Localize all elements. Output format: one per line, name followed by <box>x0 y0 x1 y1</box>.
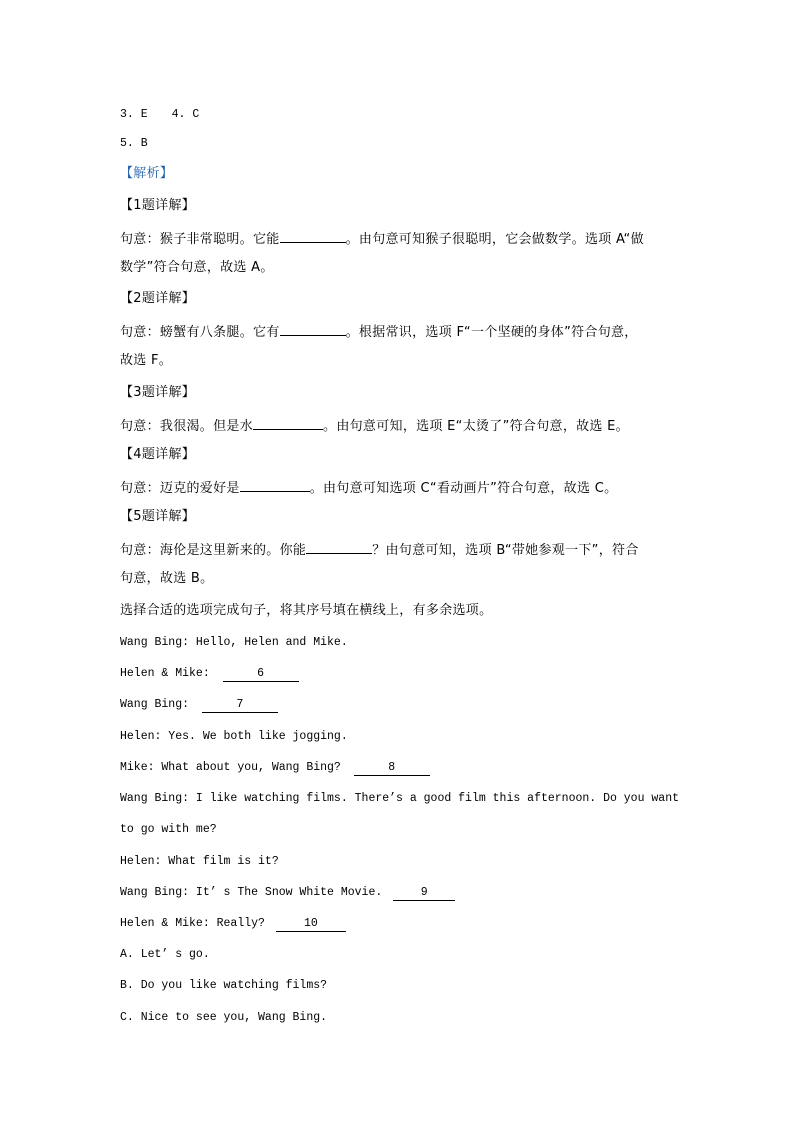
q5-heading: 【5题详解】 <box>120 509 196 524</box>
q3-text-after: 。由句意可知，选项 E“太烫了”符合句意，故选 E。 <box>323 419 629 434</box>
q5-blank <box>306 540 372 554</box>
q5-explanation <box>120 540 639 559</box>
q2-text-after: 。根据常识，选项 F“一个坚硬的身体”符合句意， <box>345 325 638 340</box>
section-instruction: 选择合适的选项完成句子，将其序号填在横线上，有多余选项。 <box>120 603 493 618</box>
q3-explanation <box>120 416 629 435</box>
q4-explanation <box>120 478 617 497</box>
answer-3: 3. E <box>120 108 148 121</box>
dialogue-line-2 <box>120 666 299 682</box>
q1-text-after: 。由句意可知猴子很聪明，它会做数学。选项 A“做 <box>345 232 644 247</box>
answers-row-3-4 <box>120 105 199 123</box>
dialogue-speaker-2: Helen & Mike: <box>120 667 210 680</box>
dialogue-speaker-3: Wang Bing: <box>120 698 190 711</box>
q4-heading: 【4题详解】 <box>120 447 196 462</box>
q3-blank <box>253 416 323 430</box>
q1-text-before: 句意：猴子非常聪明。它能 <box>120 232 280 247</box>
q4-blank <box>240 478 310 492</box>
q2-blank <box>280 322 346 336</box>
dialogue-line-9 <box>120 885 455 901</box>
analysis-heading: 【解析】 <box>120 166 174 181</box>
dialogue-line-5 <box>120 760 430 776</box>
q5-text-before: 句意：海伦是这里新来的。你能 <box>120 543 307 558</box>
q5-text-after: ？由句意可知，选项 B“带她参观一下”，符合 <box>372 543 639 558</box>
blank-6: 6 <box>223 667 299 682</box>
q2-explanation-cont: 故选 F。 <box>120 353 173 368</box>
q3-heading: 【3题详解】 <box>120 385 196 400</box>
dialogue-line-10 <box>120 916 346 932</box>
dialogue-speaker-9: Wang Bing: It’ s The Snow White Movie. <box>120 886 383 899</box>
answer-4: 4. C <box>171 108 200 121</box>
q2-explanation <box>120 322 638 341</box>
answer-5: 5. B <box>120 137 148 150</box>
option-b: B. Do you like watching films? <box>120 979 328 992</box>
q4-text-before: 句意：迈克的爱好是 <box>120 481 240 496</box>
dialogue-speaker-10: Helen & Mike: Really? <box>120 917 265 930</box>
dialogue-line-4: Helen: Yes. We both like jogging. <box>120 730 348 743</box>
q5-explanation-cont: 句意，故选 B。 <box>120 571 214 586</box>
option-a: A. Let’ s go. <box>120 948 210 961</box>
blank-10: 10 <box>276 917 346 932</box>
q3-text-before: 句意：我很渴。但是水 <box>120 419 254 434</box>
dialogue-speaker-5: Mike: What about you, Wang Bing? <box>120 761 341 774</box>
q1-explanation <box>120 229 644 248</box>
dialogue-line-1: Wang Bing: Hello, Helen and Mike. <box>120 636 348 649</box>
dialogue-line-7: to go with me? <box>120 823 217 836</box>
q4-text-after: 。由句意可知选项 C“看动画片”符合句意，故选 C。 <box>309 481 618 496</box>
dialogue-line-3 <box>120 697 278 713</box>
blank-8: 8 <box>354 761 430 776</box>
q1-blank <box>280 229 346 243</box>
blank-7: 7 <box>202 698 278 713</box>
blank-9: 9 <box>393 886 455 901</box>
dialogue-line-8: Helen: What film is it? <box>120 855 279 868</box>
q2-heading: 【2题详解】 <box>120 291 196 306</box>
q2-text-before: 句意：螃蟹有八条腿。它有 <box>120 325 280 340</box>
option-c: C. Nice to see you, Wang Bing. <box>120 1011 328 1024</box>
q1-heading: 【1题详解】 <box>120 198 196 213</box>
q1-explanation-cont: 数学”符合句意，故选 A。 <box>120 260 274 275</box>
dialogue-line-6: Wang Bing: I like watching films. There’s a good film this afternoon. Do you want <box>120 792 679 805</box>
